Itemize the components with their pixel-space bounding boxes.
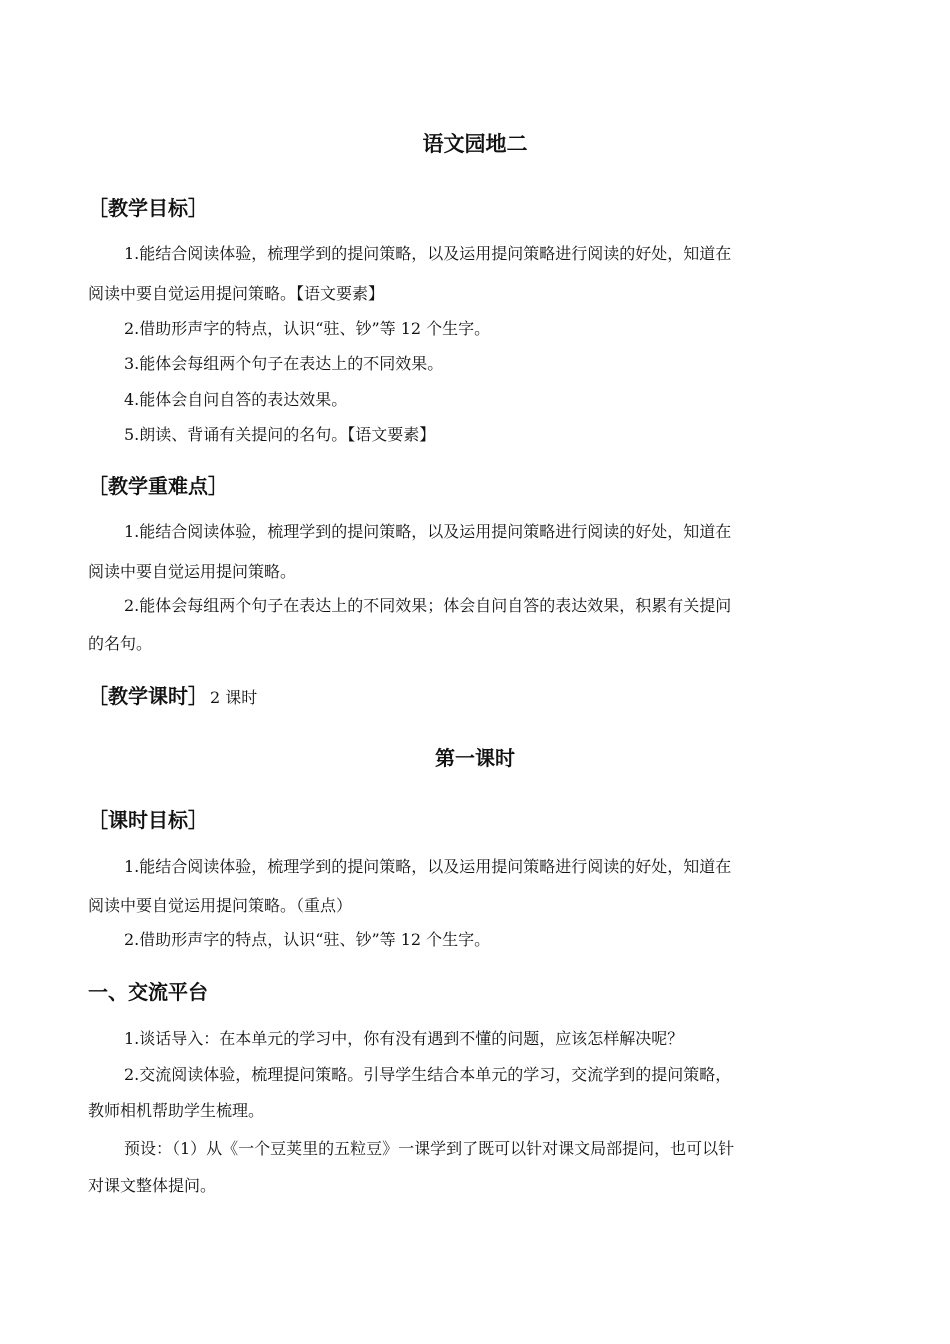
key-points-line: 2.能体会每组两个句子在表达上的不同效果；体会自问自答的表达效果，积累有关提问 — [124, 596, 732, 615]
goals-line: 5.朗读、背诵有关提问的名句。【语文要素】 — [124, 425, 436, 444]
goals-line: 1.能结合阅读体验，梳理学到的提问策略，以及运用提问策略进行阅读的好处，知道在 — [124, 244, 732, 263]
exchange-line: 预设：（1）从《一个豆荚里的五粒豆》一课学到了既可以针对课文局部提问，也可以针 — [124, 1139, 735, 1158]
document-title: 语文园地二 — [422, 132, 528, 156]
exchange-line: 教师相机帮助学生梳理。 — [88, 1101, 265, 1120]
key-points-line: 阅读中要自觉运用提问策略。 — [88, 562, 297, 581]
lesson-goals-line: 阅读中要自觉运用提问策略。（重点） — [88, 896, 353, 915]
exchange-platform-heading: 一、交流平台 — [88, 980, 208, 1004]
key-points-line: 1.能结合阅读体验，梳理学到的提问策略，以及运用提问策略进行阅读的好处，知道在 — [124, 522, 732, 541]
exchange-line: 1.谈话导入：在本单元的学习中，你有没有遇到不懂的问题，应该怎样解决呢？ — [124, 1029, 684, 1048]
class-hours-heading — [88, 680, 257, 709]
goals-line: 4.能体会自问自答的表达效果。 — [124, 390, 348, 409]
lesson-goals-line: 1.能结合阅读体验，梳理学到的提问策略，以及运用提问策略进行阅读的好处，知道在 — [124, 857, 732, 876]
key-points-heading: ［教学重难点］ — [88, 474, 228, 498]
goals-line: 阅读中要自觉运用提问策略。【语文要素】 — [88, 284, 385, 303]
goals-line: 3.能体会每组两个句子在表达上的不同效果。 — [124, 354, 444, 373]
lesson-one-title: 第一课时 — [435, 746, 515, 770]
goals-line: 2.借助形声字的特点，认识“驻、钞”等 12 个生字。 — [124, 319, 491, 338]
key-points-line: 的名句。 — [88, 634, 153, 653]
goals-heading: ［教学目标］ — [88, 196, 208, 220]
class-hours-label: ［教学课时］ — [88, 684, 208, 708]
lesson-goals-line: 2.借助形声字的特点，认识“驻、钞”等 12 个生字。 — [124, 930, 491, 949]
exchange-line: 2.交流阅读体验，梳理提问策略。引导学生结合本单元的学习，交流学到的提问策略， — [124, 1065, 732, 1084]
class-hours-value: 2 课时 — [210, 688, 258, 707]
exchange-line: 对课文整体提问。 — [88, 1176, 217, 1195]
lesson-goals-heading: ［课时目标］ — [88, 808, 208, 832]
